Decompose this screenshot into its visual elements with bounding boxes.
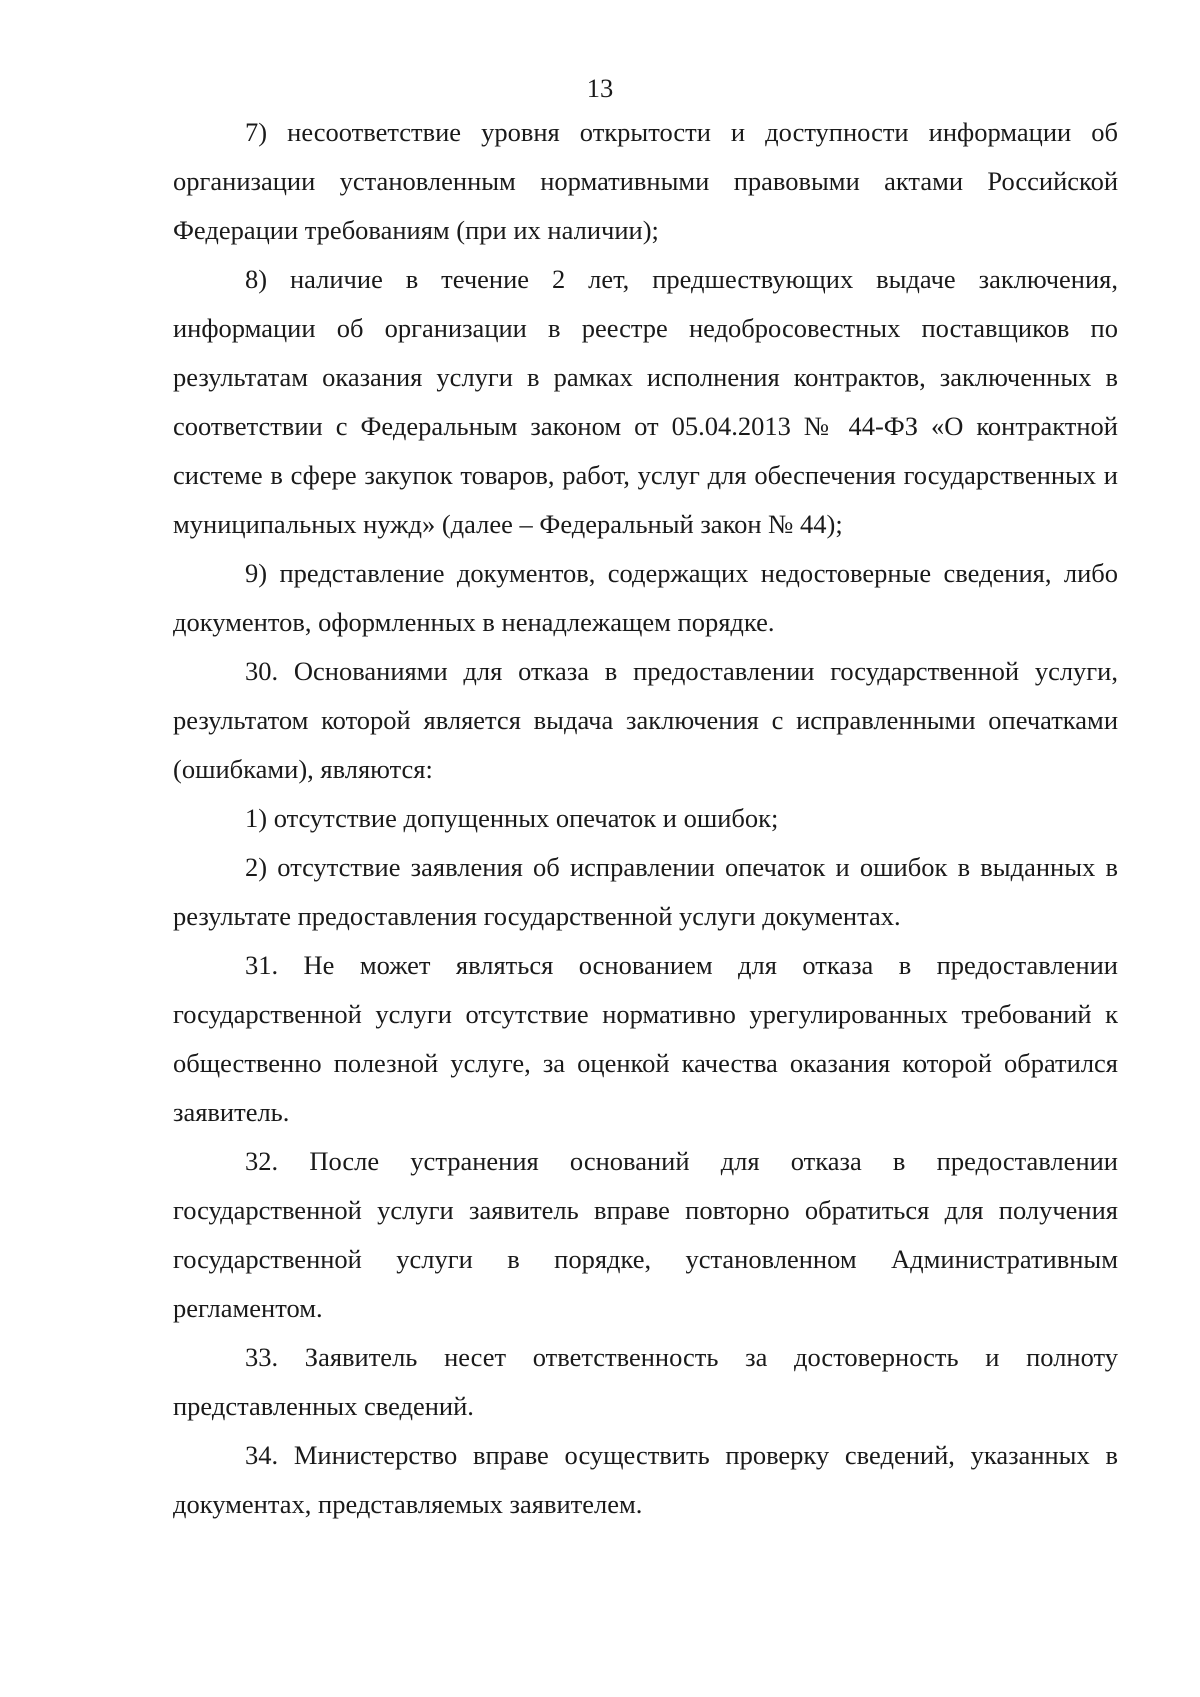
paragraph-item-9: 9) представление документов, содержащих недостоверные сведения, либо документов, оформленных в ненадлежащем порядке. [173, 558, 1118, 637]
paragraph-30-item-1: 1) отсутствие допущенных опечаток и ошибок; [245, 803, 779, 833]
document-body [173, 108, 1118, 1529]
paragraph-item-8: 8) наличие в течение 2 лет, предшествующих выдаче заключения, информации об организации в реестре недобросовестных поставщиков по результатам оказания услуги в рамках исполнения контрактов, заключенных в соответствии с Федеральным законом от 05.04.2013 № 44-ФЗ «О контрактной системе в сфере закупок товаров, работ, услуг для обеспечения государственных и муниципальных нужд» (далее – Федеральный закон № 44); [173, 264, 1118, 539]
paragraph-32: 32. После устранения оснований для отказа в предоставлении государственной услуги заявитель вправе повторно обратиться для получения государственной услуги в порядке, установленном Административным регламентом. [173, 1146, 1118, 1323]
paragraph-31: 31. Не может являться основанием для отказа в предоставлении государственной услуги отсутствие нормативно урегулированных требований к общественно полезной услуге, за оценкой качества оказания которой обратился заявитель. [173, 950, 1118, 1127]
page-number: 13 [586, 73, 614, 103]
paragraph-30-item-2: 2) отсутствие заявления об исправлении опечаток и ошибок в выданных в результате предоставления государственной услуги документах. [173, 852, 1118, 931]
paragraph-item-7: 7) несоответствие уровня открытости и доступности информации об организации установленным нормативными правовыми актами Российской Федерации требованиям (при их наличии); [173, 117, 1118, 245]
paragraph-30: 30. Основаниями для отказа в предоставлении государственной услуги, результатом которой является выдача заключения с исправленными опечатками (ошибками), являются: [173, 656, 1118, 784]
paragraph-33: 33. Заявитель несет ответственность за достоверность и полноту представленных сведений. [173, 1342, 1118, 1421]
paragraph-34: 34. Министерство вправе осуществить проверку сведений, указанных в документах, представляемых заявителем. [173, 1440, 1118, 1519]
